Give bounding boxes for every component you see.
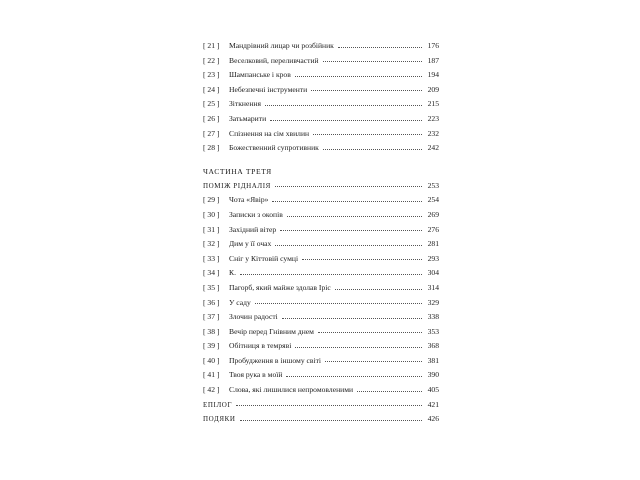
toc-entry-page: 253 (427, 180, 439, 190)
toc-entry (203, 281, 439, 296)
toc-entry (203, 237, 439, 252)
toc-entry (203, 354, 439, 369)
toc-entry-title: Сніг у Кіттовій сумці (229, 253, 299, 263)
toc-entry-title: Обітниця в темряві (229, 341, 292, 351)
toc-entry-title: Шампанське і кров (229, 70, 291, 80)
toc-entry-page: 329 (427, 297, 439, 307)
toc-entry-number: [ 21 ] (203, 41, 220, 50)
dot-leader (302, 259, 422, 260)
toc-list-top (203, 39, 439, 156)
dot-leader (357, 391, 422, 392)
dot-leader (286, 376, 422, 377)
toc-entry-title: Слова, які лишилися непромовленими (229, 385, 354, 395)
toc-entry-title: ЕПІЛОГ (203, 400, 233, 409)
toc-entry-page: 368 (427, 341, 439, 351)
toc-entry-title: Божественний супротивник (229, 143, 319, 153)
dot-leader (236, 405, 422, 406)
toc-entry-page: 276 (427, 224, 439, 234)
toc-entry-title: Західний вітер (229, 224, 277, 234)
toc-entry (203, 383, 439, 398)
dot-leader (318, 332, 422, 333)
dot-leader (323, 61, 422, 62)
toc-entry-page: 353 (427, 326, 439, 336)
dot-leader (240, 274, 422, 275)
dot-leader (255, 303, 422, 304)
toc-entry-number: [ 37 ] (203, 312, 220, 322)
dot-leader (338, 47, 422, 48)
toc-entry-title: ПОМІЖ РІДНАЛІЯ (203, 181, 271, 190)
toc-entry-page: 405 (427, 385, 439, 395)
toc-entry (203, 208, 439, 223)
toc-entry-page: 421 (427, 399, 439, 409)
toc-entry-title: Затьмарити (229, 113, 267, 123)
toc-section-entry (203, 179, 439, 194)
toc-entry-number: [ 25 ] (203, 99, 220, 109)
toc-entry-title: У саду (229, 297, 251, 307)
toc-entry-page: 304 (427, 268, 439, 278)
toc-entry (203, 296, 439, 311)
toc-entry-page: 187 (427, 55, 439, 65)
dot-leader (282, 318, 422, 319)
toc-entry-number: [ 40 ] (203, 355, 220, 365)
toc-entry (203, 97, 439, 112)
toc-entry (203, 54, 439, 69)
toc-entry-number: [ 29 ] (203, 195, 220, 205)
toc-entry (203, 112, 439, 127)
toc-entry-title: Пробудження в іншому світі (229, 355, 322, 365)
toc-entry-title: Дим у її очах (229, 239, 272, 249)
toc-entry-title: К. (229, 268, 236, 278)
toc-entry (203, 193, 439, 208)
toc-entry-number: [ 30 ] (203, 209, 220, 219)
toc-entry-number: [ 42 ] (203, 385, 220, 395)
toc-entry-title: Небезпечні інструменти (229, 84, 308, 94)
toc-entry-page: 381 (427, 355, 439, 365)
toc-entry-title: Веселковий, переливчастий (229, 55, 319, 65)
toc-entry (203, 368, 439, 383)
dot-leader (313, 134, 422, 135)
dot-leader (323, 149, 422, 150)
dot-leader (280, 230, 422, 231)
toc-entry-number: [ 41 ] (203, 370, 220, 380)
toc-entry-page: 281 (427, 239, 439, 249)
toc-entry-title: Спізнення на сім хвилин (229, 128, 310, 138)
toc-entry (203, 252, 439, 267)
dot-leader (325, 361, 422, 362)
toc-entry (203, 325, 439, 340)
dot-leader (275, 245, 422, 246)
toc-entry-page: 390 (427, 370, 439, 380)
toc-entry-page: 254 (427, 195, 439, 205)
toc-entry-title: Зіткнення (229, 99, 261, 109)
toc-entry-title: Записки з окопів (229, 209, 283, 219)
toc-entry (203, 339, 439, 354)
toc-entry-number: [ 35 ] (203, 282, 220, 292)
toc-entry-page: 215 (427, 99, 439, 109)
toc-entry-page: 426 (427, 414, 439, 424)
toc-entry (203, 127, 439, 142)
dot-leader (335, 289, 422, 290)
toc-entry (203, 83, 439, 98)
dot-leader (275, 186, 422, 187)
toc-entry-page: 293 (427, 253, 439, 263)
dot-leader (270, 120, 422, 121)
toc-entry-number: [ 31 ] (203, 224, 220, 234)
toc-entry (203, 310, 439, 325)
toc-entry-title: Твоя рука в моїй (229, 370, 283, 380)
toc-entry-number: [ 27 ] (203, 128, 220, 138)
toc-entry-number: [ 32 ] (203, 239, 220, 249)
toc-entry-title: Злочин радості (229, 312, 278, 322)
dot-leader (272, 201, 422, 202)
dot-leader (240, 420, 422, 421)
dot-leader (287, 216, 422, 217)
toc-entry-title: Чота «Явір» (229, 195, 269, 205)
table-of-contents (203, 39, 439, 427)
toc-entry-title: Вечір перед Гнівним днем (229, 326, 314, 336)
toc-entry-number: [ 34 ] (203, 268, 220, 278)
toc-entry-page: 209 (427, 84, 439, 94)
dot-leader (295, 347, 422, 348)
toc-entry-title: Пагорб, який майже здолав Іріс (229, 282, 331, 292)
toc-entry (203, 68, 439, 83)
toc-entry (203, 141, 439, 156)
toc-entry-page: 269 (427, 209, 439, 219)
toc-thanks-entry (203, 412, 439, 427)
toc-entry-number: [ 36 ] (203, 297, 220, 307)
toc-entry-page: 242 (427, 143, 439, 153)
toc-entry-number: [ 23 ] (203, 70, 220, 80)
toc-entry-page: 176 (427, 41, 439, 50)
part-heading: ЧАСТИНА ТРЕТЯ (203, 166, 272, 176)
toc-entry-title: Мандрівний лицар чи розбійник (229, 41, 334, 50)
toc-entry (203, 39, 439, 54)
toc-epilogue-entry (203, 398, 439, 413)
toc-entry-number: [ 38 ] (203, 326, 220, 336)
toc-entry-number: [ 24 ] (203, 84, 220, 94)
toc-entry-title: ПОДЯКИ (203, 415, 236, 424)
toc-entry-number: [ 26 ] (203, 113, 220, 123)
toc-entry-number: [ 33 ] (203, 253, 220, 263)
toc-entry-number: [ 28 ] (203, 143, 220, 153)
toc-entry-page: 232 (427, 128, 439, 138)
toc-entry (203, 223, 439, 238)
toc-entry (203, 266, 439, 281)
toc-entry-number: [ 39 ] (203, 341, 220, 351)
dot-leader (311, 90, 422, 91)
toc-entry-number: [ 22 ] (203, 55, 220, 65)
toc-list-bottom (203, 193, 439, 397)
toc-entry-page: 194 (427, 70, 439, 80)
toc-entry-page: 338 (427, 312, 439, 322)
toc-entry-page: 223 (427, 113, 439, 123)
dot-leader (265, 105, 422, 106)
dot-leader (295, 76, 422, 77)
toc-entry-page: 314 (427, 282, 439, 292)
